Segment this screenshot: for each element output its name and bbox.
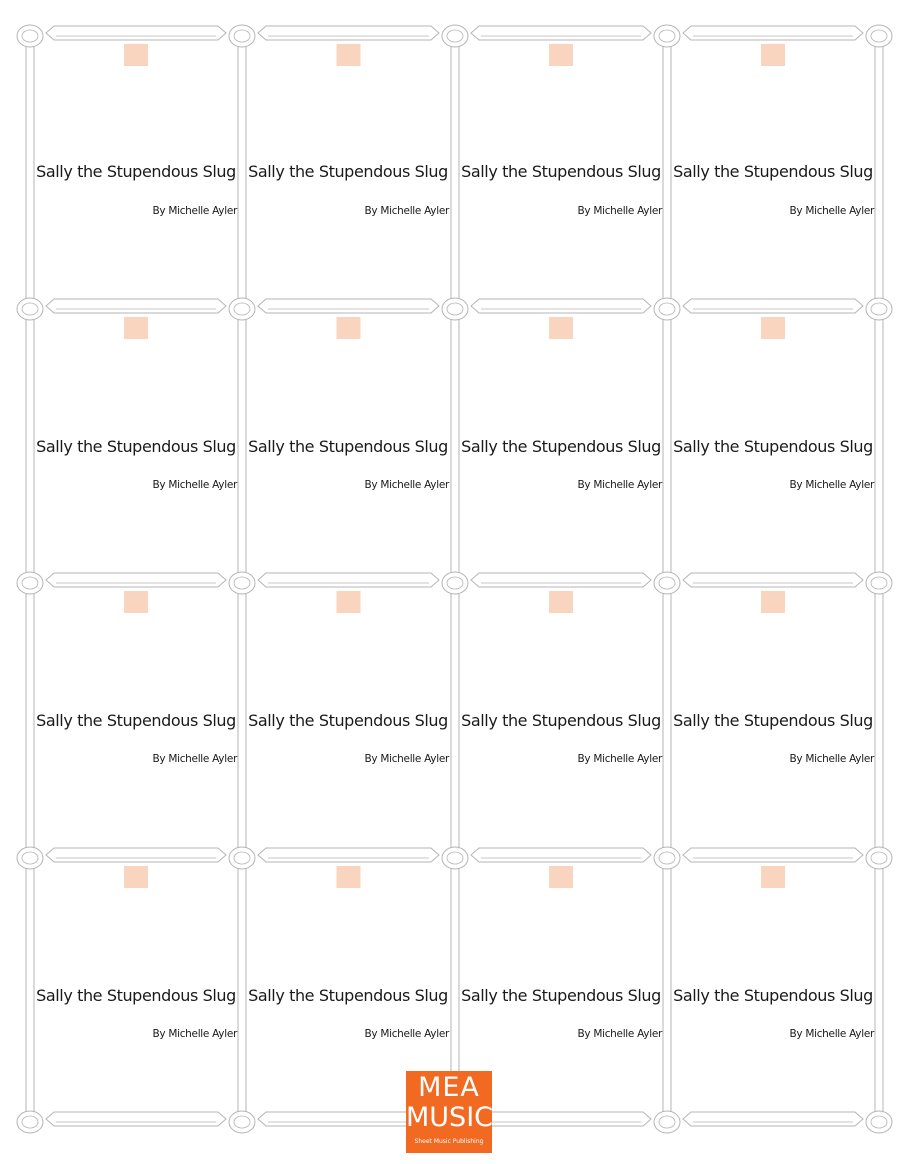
card-author: By Michelle Ayler bbox=[364, 205, 449, 217]
card-title: Sally the Stupendous Slug bbox=[248, 986, 448, 1005]
card-title: Sally the Stupendous Slug bbox=[36, 162, 236, 181]
frame-knot bbox=[229, 25, 255, 47]
frame-knot bbox=[654, 847, 680, 869]
frame-banner bbox=[683, 1112, 863, 1126]
frame-knot bbox=[229, 298, 255, 320]
card-author: By Michelle Ayler bbox=[152, 753, 237, 765]
frame-banner bbox=[683, 26, 863, 40]
frame-knot bbox=[866, 298, 892, 320]
frame-banner bbox=[46, 1112, 226, 1126]
frame-knot bbox=[866, 25, 892, 47]
card-accent-tab bbox=[549, 317, 573, 339]
frame-knot bbox=[654, 25, 680, 47]
card-author: By Michelle Ayler bbox=[364, 753, 449, 765]
frame-banner bbox=[46, 26, 226, 40]
card-title: Sally the Stupendous Slug bbox=[673, 711, 873, 730]
card-accent-tab bbox=[761, 44, 785, 66]
card-accent-tab bbox=[124, 866, 148, 888]
card-accent-tab bbox=[761, 317, 785, 339]
logo-tagline: Sheet Music Publishing bbox=[414, 1138, 484, 1145]
card-author: By Michelle Ayler bbox=[364, 479, 449, 491]
frame-knot bbox=[17, 1111, 43, 1133]
card-accent-tab bbox=[761, 866, 785, 888]
card-title: Sally the Stupendous Slug bbox=[673, 162, 873, 181]
frame-banner bbox=[258, 299, 439, 313]
frame-banner bbox=[683, 299, 863, 313]
frame-banner bbox=[683, 573, 863, 587]
card-title: Sally the Stupendous Slug bbox=[248, 162, 448, 181]
card-title: Sally the Stupendous Slug bbox=[248, 711, 448, 730]
card-title: Sally the Stupendous Slug bbox=[36, 437, 236, 456]
card-title: Sally the Stupendous Slug bbox=[461, 711, 661, 730]
card-author: By Michelle Ayler bbox=[577, 753, 662, 765]
logo-line-mea: MEA bbox=[418, 1072, 480, 1103]
card-author: By Michelle Ayler bbox=[364, 1028, 449, 1040]
frame-banner bbox=[471, 573, 651, 587]
frame-knot bbox=[654, 1111, 680, 1133]
frame-banner bbox=[471, 1112, 651, 1126]
frame-knot bbox=[229, 847, 255, 869]
card-accent-tab bbox=[124, 591, 148, 613]
card-author: By Michelle Ayler bbox=[577, 1028, 662, 1040]
frame-banner bbox=[258, 848, 439, 862]
frame-banner bbox=[683, 848, 863, 862]
frame-banner bbox=[46, 848, 226, 862]
card-accent-tab bbox=[549, 866, 573, 888]
card-accent-tab bbox=[337, 591, 361, 613]
frame-knot bbox=[442, 572, 468, 594]
card-author: By Michelle Ayler bbox=[789, 1028, 874, 1040]
frame-knot bbox=[17, 572, 43, 594]
frame-banner bbox=[471, 26, 651, 40]
card-author: By Michelle Ayler bbox=[152, 479, 237, 491]
frame-banner bbox=[471, 848, 651, 862]
frame-knot bbox=[442, 847, 468, 869]
frame-knot bbox=[229, 572, 255, 594]
card-accent-tab bbox=[549, 44, 573, 66]
mea-music-logo bbox=[406, 1071, 492, 1153]
card-author: By Michelle Ayler bbox=[789, 205, 874, 217]
card-accent-tab bbox=[337, 44, 361, 66]
frame-banner bbox=[46, 299, 226, 313]
frame-banner bbox=[258, 26, 439, 40]
card-title: Sally the Stupendous Slug bbox=[36, 711, 236, 730]
frame-knot bbox=[229, 1111, 255, 1133]
card-title: Sally the Stupendous Slug bbox=[461, 162, 661, 181]
card-author: By Michelle Ayler bbox=[577, 479, 662, 491]
card-accent-tab bbox=[549, 591, 573, 613]
card-title: Sally the Stupendous Slug bbox=[673, 437, 873, 456]
frame-knot bbox=[654, 298, 680, 320]
frame-banner bbox=[46, 573, 226, 587]
frame-knot bbox=[17, 25, 43, 47]
card-author: By Michelle Ayler bbox=[152, 1028, 237, 1040]
card-author: By Michelle Ayler bbox=[577, 205, 662, 217]
frame-knot bbox=[442, 25, 468, 47]
card-accent-tab bbox=[337, 866, 361, 888]
logo-line-music: MUSIC bbox=[406, 1102, 494, 1133]
card-title: Sally the Stupendous Slug bbox=[673, 986, 873, 1005]
frame-knot bbox=[866, 1111, 892, 1133]
frame-knot bbox=[866, 847, 892, 869]
frame-banner bbox=[258, 573, 439, 587]
card-accent-tab bbox=[761, 591, 785, 613]
card-title: Sally the Stupendous Slug bbox=[461, 986, 661, 1005]
card-title: Sally the Stupendous Slug bbox=[461, 437, 661, 456]
card-accent-tab bbox=[337, 317, 361, 339]
card-title: Sally the Stupendous Slug bbox=[36, 986, 236, 1005]
frame-knot bbox=[442, 298, 468, 320]
frame-knot bbox=[17, 298, 43, 320]
card-author: By Michelle Ayler bbox=[789, 753, 874, 765]
card-author: By Michelle Ayler bbox=[152, 205, 237, 217]
card-title: Sally the Stupendous Slug bbox=[248, 437, 448, 456]
card-accent-tab bbox=[124, 44, 148, 66]
frame-knot bbox=[17, 847, 43, 869]
card-author: By Michelle Ayler bbox=[789, 479, 874, 491]
frame-banner bbox=[471, 299, 651, 313]
frame-knot bbox=[866, 572, 892, 594]
frame-knot bbox=[654, 572, 680, 594]
card-accent-tab bbox=[124, 317, 148, 339]
